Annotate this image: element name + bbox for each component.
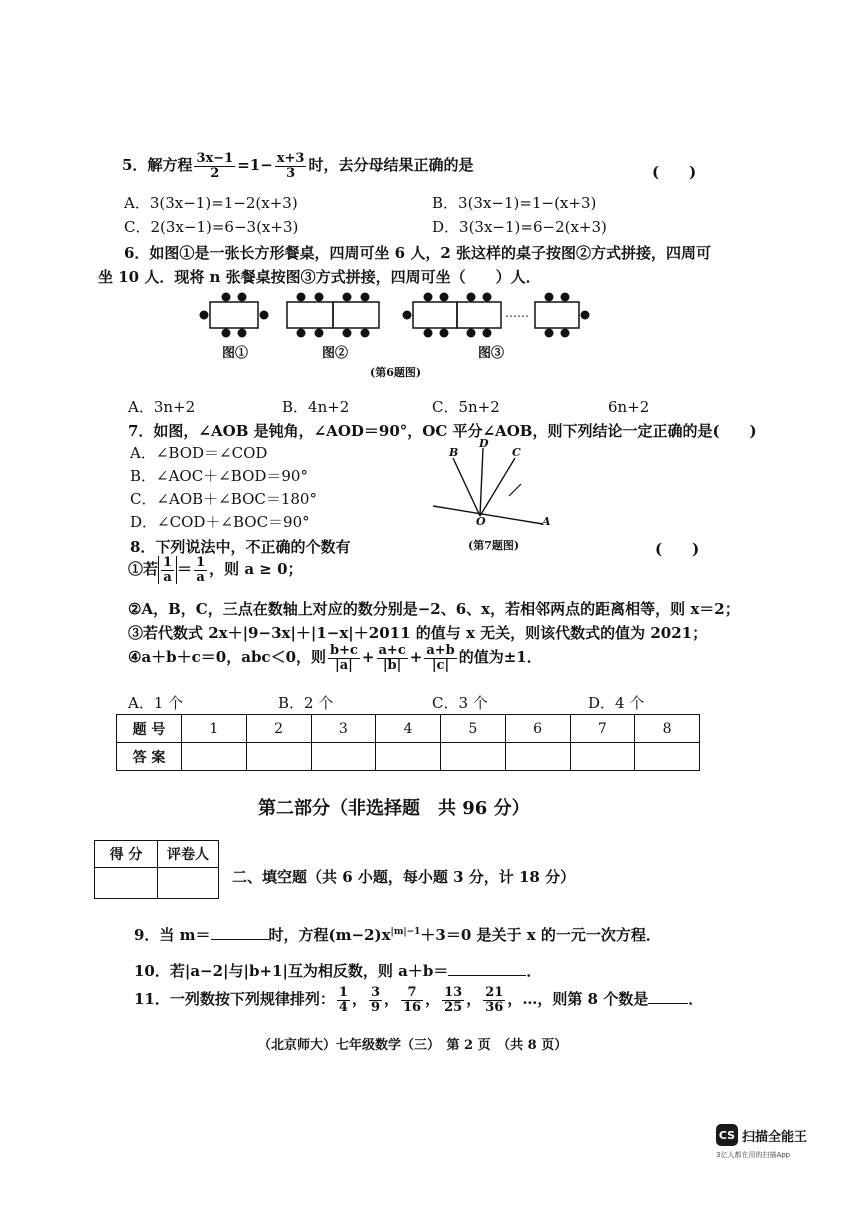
- q7-option-c: C．∠AOB＋∠BOC＝180°: [130, 490, 317, 508]
- q7-label-o: O: [476, 515, 486, 528]
- q5-stem: [122, 152, 473, 180]
- q7-stem: 7．如图，∠AOB 是钝角，∠AOD＝90°，OC 平分∠AOB，则下列结论一定正确的是( ): [128, 422, 757, 440]
- camscanner-logo-icon: CS: [716, 1124, 738, 1146]
- q8-option-d: D．4 个: [588, 694, 645, 712]
- answer-table: [116, 714, 700, 771]
- q10: 10．若|a−2|与|b+1|互为相反数，则 a＋b＝ ．: [134, 962, 542, 980]
- q11: 11．一列数按下列规律排列： $\frac{1}{4}$ ， $\frac{3}{9}$ ， $\frac{7}{16}$ ， $\frac{13}{25}$ ， $\frac{21}{36}$ ，…，则第 8 个数是 ．: [134, 985, 704, 1015]
- q6-fig3-label: 图③: [478, 346, 505, 361]
- q8-option-c: C．3 个: [432, 694, 488, 712]
- q9-blank[interactable]: [211, 939, 269, 940]
- q6-stem-line2: 坐 10 人．现将 n 张餐桌按图③方式拼接，四周可坐（ ）人．: [98, 268, 541, 286]
- q6-option-d: 6n+2: [608, 398, 650, 416]
- q8-statement-2: ②A，B，C，三点在数轴上对应的数分别是−2、6、x，若相邻两点的距离相等，则 x＝2；: [128, 600, 740, 618]
- answer-table-answer-row: [117, 743, 700, 771]
- q7-option-a: A．∠BOD＝∠COD: [130, 444, 268, 462]
- answer-table-header-row: [117, 715, 700, 743]
- answer-table-answer-label: 答 案: [117, 743, 182, 771]
- q5-number: 5．: [122, 156, 148, 175]
- answer-cell[interactable]: [311, 743, 376, 771]
- page-footer: （北京师大）七年级数学（三） 第 2 页 （共 8 页）: [258, 1038, 568, 1053]
- q7-caption: (第7题图): [468, 539, 520, 552]
- q6-fig1-table: [200, 293, 269, 338]
- answer-table-number: 7: [570, 715, 635, 743]
- q10-blank[interactable]: [448, 975, 526, 976]
- answer-cell[interactable]: [441, 743, 506, 771]
- q5-option-d: D．3(3x−1)=6−2(x+3): [432, 218, 607, 236]
- watermark-slogan: 3亿人都在用的扫描App: [716, 1151, 791, 1159]
- answer-table-number-label: 题 号: [117, 715, 182, 743]
- q8-stem: 8．下列说法中，不正确的个数有: [130, 538, 351, 556]
- q7-option-d: D．∠COD＋∠BOC＝90°: [130, 513, 310, 531]
- q5-stem-text: 解方程: [147, 156, 193, 175]
- q7-label-a: A: [542, 515, 551, 528]
- q6-caption: (第6题图): [370, 366, 422, 379]
- answer-table-number: 6: [505, 715, 570, 743]
- part2-title: 第二部分（非选择题 共 96 分）: [258, 798, 530, 819]
- q8-statement-4: ④a＋b＋c＝0，abc＜0，则 $\frac{b+c}{|a|}$ + $\frac{a+c}{|b|}$ + $\frac{a+b}{|c|}$ 的值为±1．: [128, 643, 542, 673]
- answer-table-number: 8: [635, 715, 700, 743]
- q5-answer-paren: ( ): [652, 163, 697, 181]
- q6-option-a: A．3n+2: [128, 398, 196, 416]
- answer-cell[interactable]: [570, 743, 635, 771]
- q7-label-d: D: [479, 437, 489, 450]
- answer-table-number: 5: [441, 715, 506, 743]
- answer-cell[interactable]: [246, 743, 311, 771]
- answer-cell[interactable]: [505, 743, 570, 771]
- answer-cell[interactable]: [635, 743, 700, 771]
- answer-table-number: 2: [246, 715, 311, 743]
- answer-table-number: 3: [311, 715, 376, 743]
- score-table: [94, 840, 219, 899]
- q7-label-c: C: [512, 446, 521, 459]
- q5-option-a: A．3(3x−1)=1−2(x+3): [124, 194, 298, 212]
- q5-option-c: C．2(3x−1)=6−3(x+3): [124, 218, 299, 236]
- q5-stem-end: 时，去分母结果正确的是: [308, 156, 474, 175]
- answer-table-number: 4: [376, 715, 441, 743]
- score-label: 得 分: [95, 841, 158, 868]
- q8-option-a: A．1 个: [128, 694, 184, 712]
- answer-cell[interactable]: [376, 743, 441, 771]
- q6-figure: [195, 288, 615, 350]
- q6-fig2-label: 图②: [322, 346, 349, 361]
- q7-angle-figure: [425, 436, 560, 531]
- answer-table-number: 1: [182, 715, 247, 743]
- q11-blank[interactable]: [648, 1003, 688, 1004]
- watermark-app-name: 扫描全能王: [742, 1129, 808, 1145]
- q5-option-b: B．3(3x−1)=1−(x+3): [432, 194, 597, 212]
- q8-statement-3: ③若代数式 2x＋|9−3x|＋|1−x|＋2011 的值与 x 无关，则该代数式的值为 2021；: [128, 624, 708, 642]
- score-cell[interactable]: [95, 868, 158, 899]
- q6-fig3-tables: [403, 293, 590, 338]
- grader-cell[interactable]: [158, 868, 219, 899]
- q8-statement-1: ①若 $\frac{1}{a}$ ＝ $\frac{1}{a}$ ，则 a ≥ 0；: [128, 555, 303, 585]
- answer-cell[interactable]: [182, 743, 247, 771]
- q5-mid: =1−: [237, 156, 273, 175]
- q6-fig1-label: 图①: [222, 346, 249, 361]
- q9: 9．当 m＝ 时，方程$(m-2)x^{|m|-1}+3=0$ 是关于 x 的一元一次方程．: [134, 926, 661, 944]
- q6-ellipsis: ……: [505, 306, 529, 320]
- q6-option-b: B．4n+2: [282, 398, 350, 416]
- scanner-watermark: [716, 1124, 807, 1146]
- q8-option-b: B．2 个: [278, 694, 334, 712]
- grader-label: 评卷人: [158, 841, 219, 868]
- q5-fraction-2: $\frac{x+3}{3}$: [276, 151, 305, 181]
- q6-option-c: C．5n+2: [432, 398, 500, 416]
- q7-label-b: B: [449, 446, 459, 459]
- q7-option-b: B．∠AOC＋∠BOD＝90°: [130, 467, 308, 485]
- q6-stem-line1: 6．如图①是一张长方形餐桌，四周可坐 6 人，2 张这样的桌子按图②方式拼接，四周可: [124, 244, 711, 262]
- section2-heading: 二、填空题（共 6 小题，每小题 3 分，计 18 分）: [232, 868, 576, 886]
- q6-fig2-tables: [287, 293, 379, 338]
- q5-fraction-1: $\frac{3x-1}{2}$: [196, 151, 234, 181]
- q8-answer-paren: ( ): [655, 540, 700, 558]
